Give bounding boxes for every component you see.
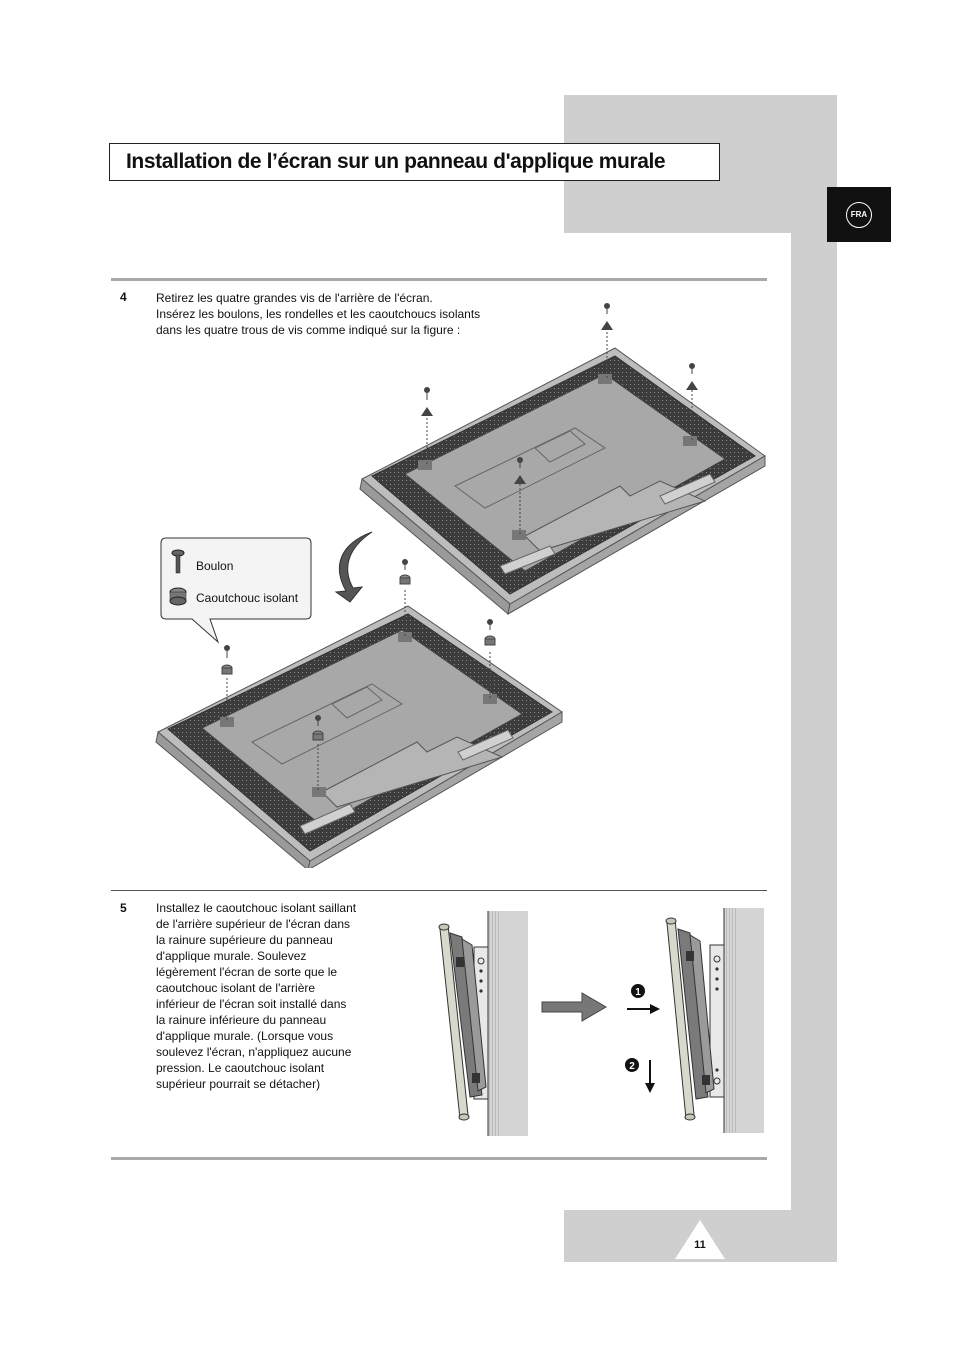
sidebar-band (791, 95, 837, 1262)
marker-1-label: 1 (635, 987, 641, 998)
step-5-line: d'applique murale. Soulevez (156, 949, 307, 963)
step-5-line: soulevez l'écran, n'appliquez aucune (156, 1045, 352, 1059)
tv-back-top (360, 348, 765, 614)
step-4-illustration (150, 296, 770, 868)
rubber-insulator-icon (170, 588, 186, 605)
step-5-illustration (420, 905, 770, 1140)
legend-rubber-label: Caoutchouc isolant (196, 591, 299, 605)
step-5-instructions (156, 900, 386, 1092)
push-arrow-icon (627, 1004, 660, 1014)
step-5-line: caoutchouc isolant de l'arrière (156, 981, 316, 995)
wall-left (488, 911, 528, 1136)
page-title: Installation de l’écran sur un panneau d'applique murale (126, 150, 666, 173)
step-5-line: d'applique murale. (Lorsque vous (156, 1029, 334, 1043)
step-5-number: 5 (120, 901, 127, 915)
language-tab (827, 187, 891, 242)
step-5-line: légèrement l'écran de sorte que le (156, 965, 338, 979)
section-divider-top (111, 278, 767, 281)
step-5-line: la rainure supérieure du panneau (156, 933, 333, 947)
tv-side-right (666, 918, 714, 1120)
step-5-line: la rainure inférieure du panneau (156, 1013, 327, 1027)
language-badge: FRA (846, 202, 872, 228)
step-4-line: Retirez les quatre grandes vis de l'arrière de l'écran. (156, 291, 433, 305)
step-marker-2 (625, 1058, 639, 1072)
legend-bolt-label: Boulon (196, 559, 234, 573)
step-4-line: dans les quatre trous de vis comme indiqué sur la figure : (156, 323, 461, 337)
page-number: 11 (694, 1239, 706, 1251)
section-divider-bottom (111, 1157, 767, 1160)
step-4-line: Insérez les boulons, les rondelles et les caoutchoucs isolants (156, 307, 481, 321)
lower-arrow-icon (645, 1060, 655, 1093)
tv-back-bottom (156, 606, 562, 868)
transition-arrow-icon (542, 993, 606, 1021)
section-divider-middle (111, 890, 767, 891)
legend-callout (161, 538, 311, 642)
step-5-line: inférieur de l'écran soit installé dans (156, 997, 347, 1011)
step-marker-1 (631, 984, 645, 998)
curved-arrow-icon (336, 532, 372, 602)
wall-right (724, 908, 764, 1133)
step-5-line: Installez le caoutchouc isolant saillant (156, 901, 357, 915)
step-5-line: pression. Le caoutchouc isolant (156, 1061, 325, 1075)
page-title-box (109, 143, 720, 181)
step-5-line: supérieur pourrait se détacher) (156, 1077, 321, 1091)
marker-2-label: 2 (629, 1061, 635, 1072)
step-5-line: de l'arrière supérieur de l'écran dans (156, 917, 351, 931)
step-4-number: 4 (120, 290, 127, 304)
